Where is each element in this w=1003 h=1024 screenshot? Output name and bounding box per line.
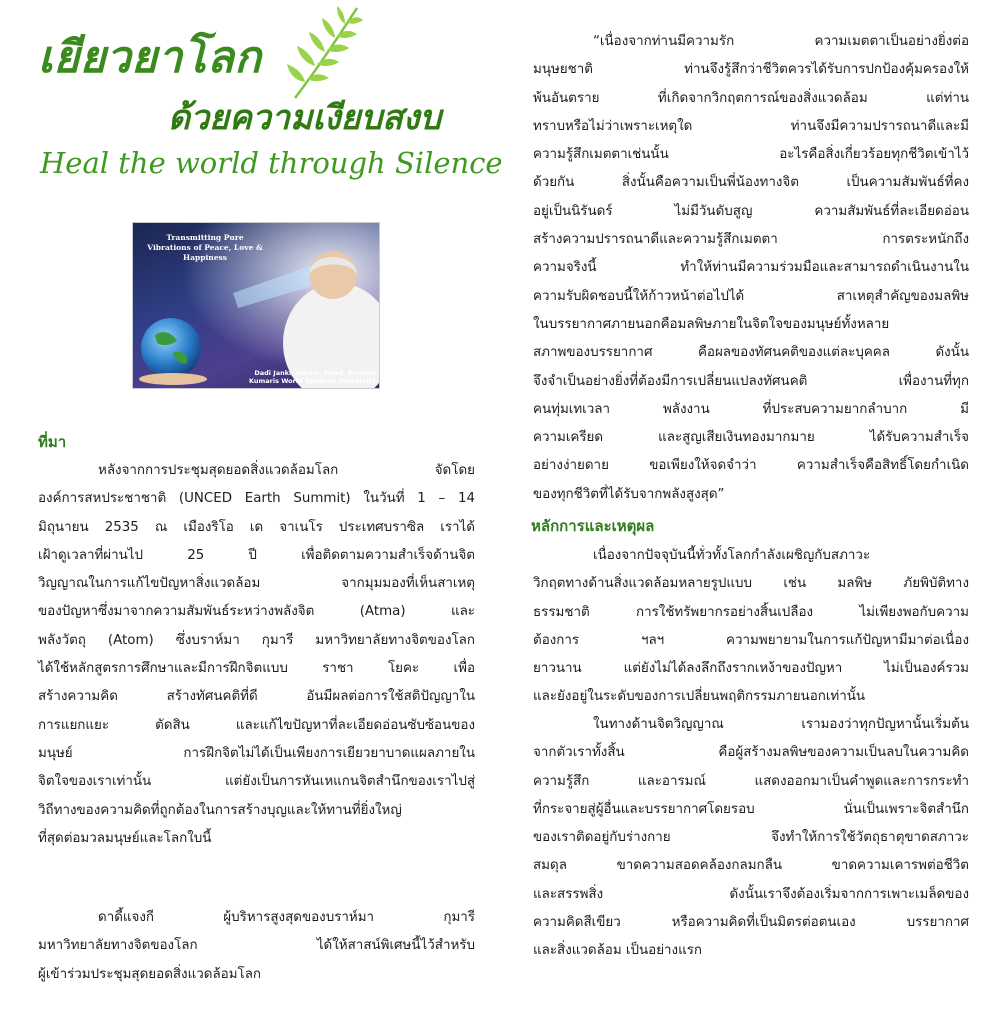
text-line: สร้างความปรารถนาดีและความรู้สึกเมตตา การตระหนักถึง [533,232,969,248]
text-line: สมดุล ขาดความสอดคล้องกลมกลืน ขาดความเคารพต่อชีวิต [533,858,969,874]
text-line: ในทางด้านจิตวิญญาณ เรามองว่าทุกปัญหานั้นเริ่มต้น [593,717,969,732]
text-line: ความรู้สึก และอารมณ์ แสดงออกมาเป็นคำพูดและการกระทำ [533,773,969,789]
text-line: ของทุกชีวิตที่ได้รับจากพลังสูงสุด” [533,486,725,502]
text-line: “เนื่องจากท่านมีความรัก ความเมตตาเป็นอย่างยิ่งต่อ [593,34,969,49]
text-line: จึงจำเป็นอย่างยิ่งที่ต้องมีการเปลี่ยนแปลงทัศนคติ เพื่องานที่ทุก [533,373,969,389]
text-line: ผู้เข้าร่วมประชุมสุดยอดสิ่งแวดล้อมโลก [38,966,262,982]
text-line: มิถุนายน 2535 ณ เมืองริโอ เด จาเนโร ประเทศบราซิล เราได้ [38,519,475,535]
text-line: มนุษย์ การฝึกจิตไม่ได้เป็นเพียงการเยียวยาบาดแผลภายใน [38,745,475,761]
heading-principles: หลักการและเหตุผล [531,517,655,535]
text-line: ธรรมชาติ การใช้ทรัพยากรอย่างสิ้นเปลือง ไม่เพียงพอกับความ [533,604,969,620]
text-line: องค์การสหประชาชาติ (UNCED Earth Summit) ในวันที่ 1 – 14 [38,491,475,507]
text-line: อยู่เป็นนิรันดร์ ไม่มีวันดับสูญ ความสัมพันธ์ที่ละเอียดอ่อน [533,203,969,219]
text-line: ต้องการ ฯลฯ ความพยายามในการแก้ปัญหามีมาต่อเนื่อง [533,632,969,648]
principles-paragraph [533,542,969,712]
text-line: ทราบหรือไม่ว่าเพราะเหตุใด ท่านจึงมีความปรารถนาดีและมี [533,118,969,134]
text-line: ดาดี้แจงกี ผู้บริหารสูงสุดของบราห์มา กุมารี [98,910,475,925]
text-line: ได้ใช้หลักสูตรการศึกษาและมีการฝึกจิตแบบ ราชา โยคะ เพื่อ [38,661,475,677]
text-line: มนุษยชาติ ท่านจึงรู้สึกว่าชีวิตควรได้รับการปกป้องคุ้มครองให้ [533,62,969,78]
text-line: เนื่องจากปัจจุบันนี้ทั่วทั้งโลกกำลังเผชิญกับสภาวะ [593,548,871,563]
text-line: วิถีทางของความคิดที่ถูกต้องในการสร้างบุญและให้ทานที่ยิ่งใหญ่ [38,802,402,818]
text-line: ในบรรยากาศภายนอกคือมลพิษภายในจิตใจของมนุษย์ทั้งหลาย [533,316,890,332]
origin-paragraph [38,457,475,853]
spiritual-paragraph [533,711,969,966]
text-line: ของปัญหาซึ่งมาจากความสัมพันธ์ระหว่างพลังจิต (Atma) และ [38,604,475,620]
thai-title: เยียวยาโลก [38,32,262,83]
thai-subtitle: ด้วยความเงียบสงบ [168,98,442,138]
text-line: มหาวิทยาลัยทางจิตของโลก ได้ให้สาสน์พิเศษนี้ไว้สำหรับ [38,938,475,954]
text-line: หลังจากการประชุมสุดยอดสิ่งแวดล้อมโลก จัดโดย [98,463,475,478]
quote-paragraph [533,28,969,509]
text-line: ที่กระจายสู่ผู้อื่นและบรรยากาศโดยรอบ นั่นเป็นเพราะจิตสำนึก [533,801,969,817]
text-line: ด้วยกัน สิ่งนั้นคือความเป็นพี่น้องทางจิต เป็นความสัมพันธ์ที่คง [533,175,969,191]
message-paragraph [38,904,475,989]
text-line: และสรรพสิ่ง ดังนั้นเราจึงต้องเริ่มจากการเพาะเมล็ดของ [533,886,969,902]
text-line: อย่างง่ายดาย ขอเพียงให้จดจำว่า ความสำเร็จคือสิทธิ์โดยกำเนิด [533,458,969,474]
text-line: และสิ่งแวดล้อม เป็นอย่างแรก [533,943,703,959]
text-line: วิญญาณในการแก้ไขปัญหาสิ่งแวดล้อม จากมุมมองที่เห็นสาเหตุ [38,576,475,592]
text-line: ของเราติดอยู่กับร่างกาย จึงทำให้การใช้วัตถุธาตุขาดสภาวะ [533,830,969,846]
text-line: คนทุ่มเทเวลา พลังงาน ที่ประสบความยากลำบาก มี [533,401,969,417]
text-line: สภาพของบรรยากาศ คือผลของทัศนคติของแต่ละบุคคล ดังนั้น [533,345,969,361]
dadi-janki-photo [132,222,380,389]
text-line: วิกฤตทางด้านสิ่งแวดล้อมหลายรูปแบบ เช่น มลพิษ ภัยพิบัติทาง [533,576,969,592]
text-line: จากตัวเราทั้งสิ้น คือผู้สร้างมลพิษของความเป็นลบในความคิด [533,745,969,761]
text-line: ความจริงนี้ ทำให้ท่านมีความร่วมมือและสามารถดำเนินงานใน [533,260,969,276]
text-line: ที่สุดต่อมวลมนุษย์และโลกใบนี้ [38,830,212,846]
photo-credit: Dadi Janki, Admin. Head, Brahma Kumaris World Spiritual University [248,369,376,385]
text-line: และยังอยู่ในระดับของการเปลี่ยนพฤติกรรมภายนอกเท่านั้น [533,689,866,705]
text-line: เฝ้าดูเวลาที่ผ่านไป 25 ปี เพื่อติดตามความสำเร็จด้านจิต [38,547,475,563]
text-line: ความคิดสีเขียว หรือความคิดที่เป็นมิตรต่อตนเอง บรรยากาศ [533,915,969,931]
fern-leaf-icon [285,2,365,102]
photo-caption: Transmitting Pure Vibrations of Peace, Love & Happiness [147,233,263,262]
text-line: การแยกแยะ ตัดสิน และแก้ไขปัญหาที่ละเอียดอ่อนซับซ้อนของ [38,717,475,733]
english-title: Heal the world through Silence [40,146,503,180]
text-line: ความรู้สึกเมตตาเช่นนั้น อะไรคือสิ่งเกี่ยวร้อยทุกชีวิตเข้าไว้ [533,147,969,163]
text-line: พ้นอันตราย ที่เกิดจากวิกฤตการณ์ของสิ่งแวดล้อม แต่ท่าน [533,90,969,106]
text-line: สร้างความคิด สร้างทัศนคติที่ดี อันมีผลต่อการใช้สติปัญญาใน [38,689,475,705]
text-line: ยาวนาน แต่ยังไม่ได้ลงลึกถึงรากเหง้าของปัญหา ไม่เป็นองค์รวม [533,661,969,677]
text-line: จิตใจของเราเท่านั้น แต่ยังเป็นการหันเหแกนจิตสำนึกของเราไปสู่ [38,774,475,790]
text-line: พลังวัตถุ (Atom) ซึ่งบราห์มา กุมารี มหาวิทยาลัยทางจิตของโลก [38,632,475,648]
heading-origin: ที่มา [38,433,67,451]
text-line: ความรับผิดชอบนี้ให้ก้าวหน้าต่อไปได้ สาเหตุสำคัญของมลพิษ [533,288,969,304]
text-line: ความเครียด และสูญเสียเงินทองมากมาย ได้รับความสำเร็จ [533,430,969,446]
